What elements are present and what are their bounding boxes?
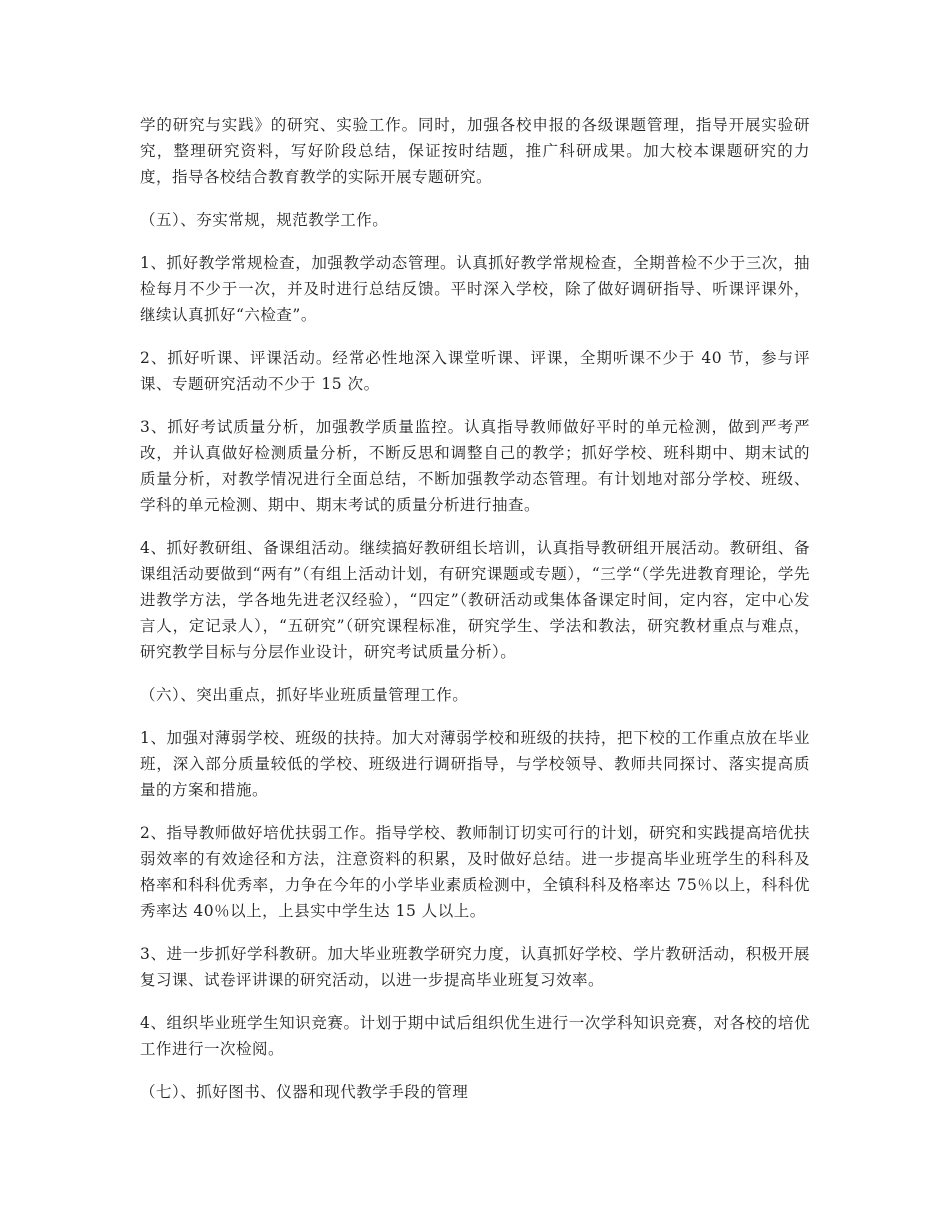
paragraph-6-4: 4、组织毕业班学生知识竞赛。计划于期中试后组织优生进行一次学科知识竞赛，对各校的培优工作进行一次检阅。 [140, 1014, 810, 1058]
paragraph-5-2: 2、抓好听课、评课活动。经常必性地深入课堂听课、评课，全期听课不少于 40 节，参与评课、专题研究活动不少于 15 次。 [140, 349, 810, 393]
section-heading-7: （七）、抓好图书、仪器和现代教学手段的管理 [140, 1083, 469, 1101]
section-heading-6: （六）、突出重点，抓好毕业班质量管理工作。 [140, 686, 469, 704]
paragraph-6-2: 2、指导教师做好培优扶弱工作。指导学校、教师制订切实可行的计划，研究和实践提高培优扶弱效率的有效途径和方法，注意资料的积累，及时做好总结。进一步提高毕业班学生的科科及格率和科科优秀率，力争在今年的小学毕业素质检测中，全镇科科及格率达 75％以上，科科优秀率达 40％以上，上县实中学生达 15 人以上。 [140, 824, 810, 920]
section-heading-5: （五）、夯实常规，规范教学工作。 [140, 211, 389, 229]
document-page [140, 112, 810, 1122]
paragraph-5-4: 4、抓好教研组、备课组活动。继续搞好教研组长培训，认真指导教研组开展活动。教研组、备课组活动要做到“两有”（有组上活动计划，有研究课题或专题），“三学“（学先进教育理论，学先进教学方法，学各地先进老汉经验），“四定”（教研活动或集体备课定时间，定内容，定中心发言人，定记录人），“五研究”（研究课程标准，研究学生、学法和教法，研究教材重点与难点，研究教学目标与分层作业设计，研究考试质量分析）。 [140, 539, 810, 661]
paragraph-5-1: 1、抓好教学常规检查，加强教学动态管理。认真抓好教学常规检查，全期普检不少于三次，抽检每月不少于一次，并及时进行总结反馈。平时深入学校，除了做好调研指导、听课评课外，继续认真抓好“六检查”。 [140, 254, 810, 324]
paragraph-5-3: 3、抓好考试质量分析，加强教学质量监控。认真指导教师做好平时的单元检测，做到严考严改，并认真做好检测质量分析，不断反思和调整自己的教学；抓好学校、班科期中、期末试的质量分析，对教学情况进行全面总结，不断加强教学动态管理。有计划地对部分学校、班级、学科的单元检测、期中、期末考试的质量分析进行抽查。 [140, 418, 810, 514]
paragraph-research-continuation: 学的研究与实践》的研究、实验工作。同时，加强各校申报的各级课题管理，指导开展实验研究，整理研究资料，写好阶段总结，保证按时结题，推广科研成果。加大校本课题研究的力度，指导各校结合教育教学的实际开展专题研究。 [140, 116, 810, 186]
paragraph-6-3: 3、进一步抓好学科教研。加大毕业班教学研究力度，认真抓好学校、学片教研活动，积极开展复习课、试卷评讲课的研究活动，以进一步提高毕业班复习效率。 [140, 945, 810, 989]
paragraph-6-1: 1、加强对薄弱学校、班级的扶持。加大对薄弱学校和班级的扶持，把下校的工作重点放在毕业班，深入部分质量较低的学校、班级进行调研指导，与学校领导、教师共同探讨、落实提高质量的方案和措施。 [140, 729, 810, 799]
